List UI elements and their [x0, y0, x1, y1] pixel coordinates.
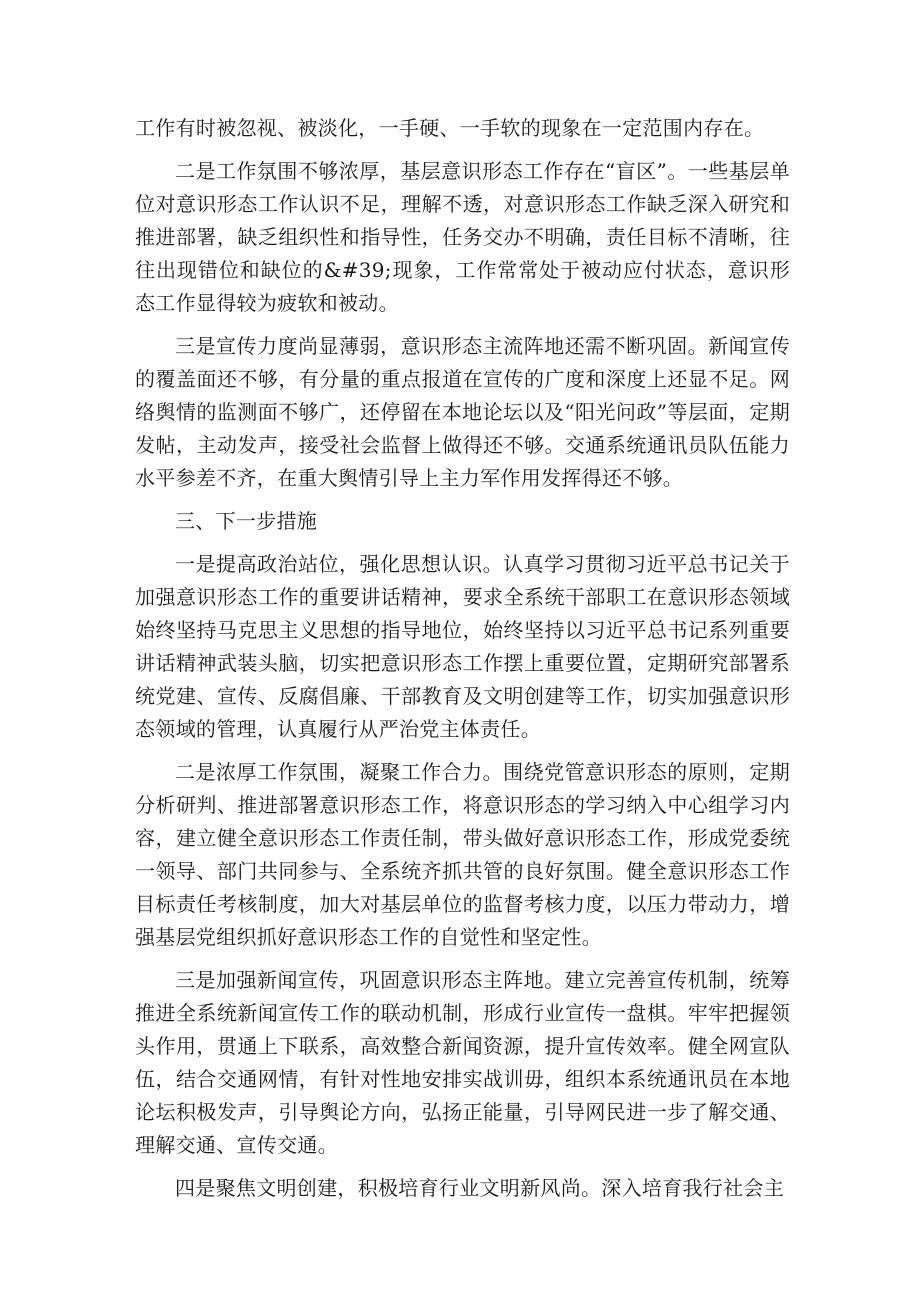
- paragraph-continuation: 工作有时被忽视、被淡化，一手硬、一手软的现象在一定范围内存在。: [135, 116, 765, 140]
- document-body: [135, 112, 790, 1215]
- section-heading-next-steps: 三、下一步措施: [175, 509, 318, 533]
- paragraph-measure-two: 二是浓厚工作氛围，凝聚工作合力。围绕党管意识形态的原则，定期分析研判、推进部署意识形态工作，将意识形态的学习纳入中心组学习内容，建立健全意识形态工作责任制，带头做好意识形态工作，形成党委统一领导、部门共同参与、全系统齐抓共管的良好氛围。健全意识形态工作目标责任考核制度，加大对基层单位的监督考核力度，以压力带动力，增强基层党组织抓好意识形态工作的自觉性和坚定性。: [135, 760, 790, 949]
- paragraph-measure-three: 三是加强新闻宣传，巩固意识形态主阵地。建立完善宣传机制，统筹推进全系统新闻宣传工作的联动机制，形成行业宣传一盘棋。牢牢把握领头作用，贯通上下联系，高效整合新闻资源，提升宣传效率。健全网宣队伍，结合交通网情，有针对性地安排实战训毋，组织本系统通讯员在本地论坛积极发声，引导舆论方向，弘扬正能量，引导网民进一步了解交通、理解交通、宣传交通。: [135, 968, 790, 1157]
- paragraph-problem-three: 三是宣传力度尚显薄弱，意识形态主流阵地还需不断巩固。新闻宣传的覆盖面还不够，有分量的重点报道在宣传的广度和深度上还显不足。网络舆情的监测面不够广，还停留在本地论坛以及“阳光问政”等层面，定期发帖，主动发声，接受社会监督上做得还不够。交通系统通讯员队伍能力水平参差不齐，在重大舆情引导上主力军作用发挥得还不够。: [135, 334, 790, 490]
- paragraph-measure-one: 一是提高政治站位，强化思想认识。认真学习贯彻习近平总书记关于加强意识形态工作的重要讲话精神，要求全系统干部职工在意识形态领域始终坚持马克思主义思想的指导地位，始终坚持以习近平总书记系列重要讲话精神武装头脑，切实把意识形态工作摆上重要位置，定期研究部署系统党建、宣传、反腐倡廉、干部教育及文明创建等工作，切实加强意识形态领域的管理，认真履行从严治党主体责任。: [135, 552, 790, 741]
- paragraph-problem-two: 二是工作氛围不够浓厚，基层意识形态工作存在“盲区”。一些基层单位对意识形态工作认识不足，理解不透，对意识形态工作缺乏深入研究和推进部署，缺乏组织性和指导性，任务交办不明确，责任目标不清晰，往往出现错位和缺位的&#39;现象，工作常常处于被动应付状态，意识形态工作显得较为疲软和被动。: [135, 159, 790, 315]
- paragraph-measure-four: 四是聚焦文明创建，积极培育行业文明新风尚。深入培育我行社会主: [175, 1176, 784, 1200]
